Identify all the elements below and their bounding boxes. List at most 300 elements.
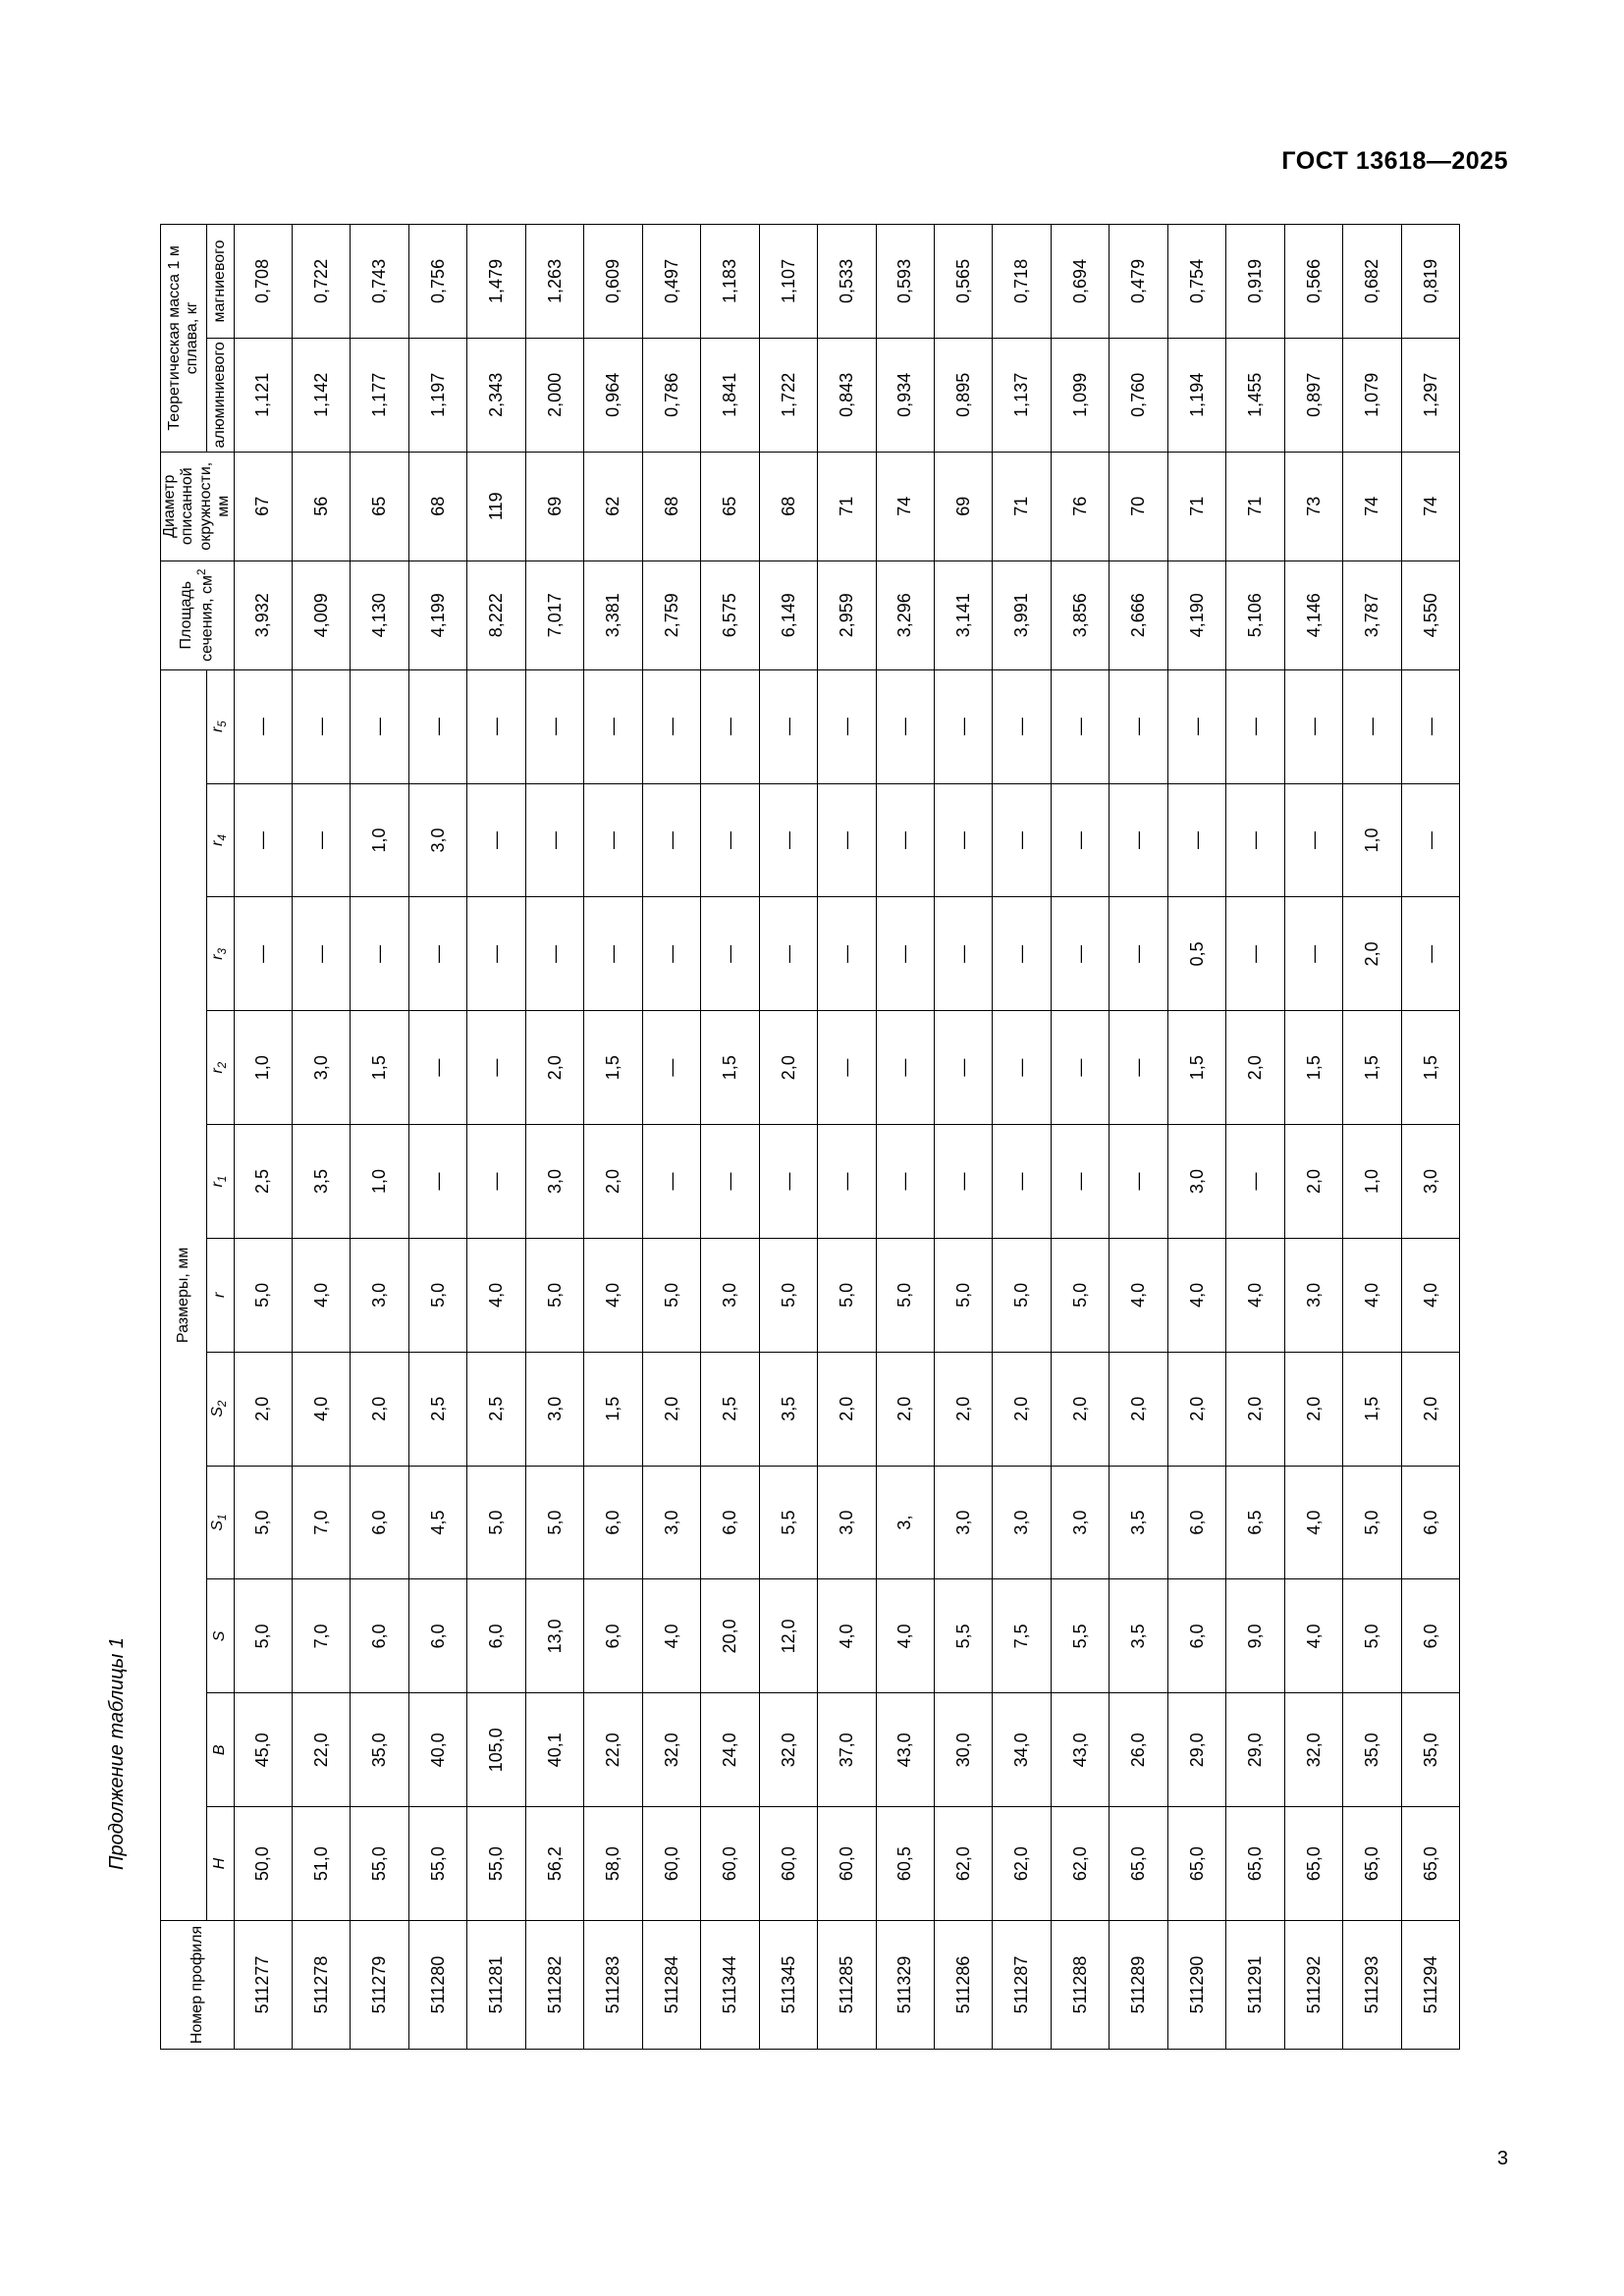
cell-H: 58,0 xyxy=(584,1807,642,1921)
cell-r4: — xyxy=(935,783,993,897)
cell-r5: — xyxy=(876,669,934,783)
cell-S: 6,0 xyxy=(584,1579,642,1693)
cell-mass-magnesium: 0,566 xyxy=(1284,225,1342,339)
cell-mass-magnesium: 0,819 xyxy=(1401,225,1460,339)
cell-r4: — xyxy=(1167,783,1225,897)
cell-diameter: 71 xyxy=(993,452,1051,561)
cell-H: 62,0 xyxy=(935,1807,993,1921)
cell-r: 5,0 xyxy=(234,1238,292,1352)
cell-B: 32,0 xyxy=(1284,1693,1342,1807)
cell-area: 2,959 xyxy=(818,561,876,669)
cell-B: 35,0 xyxy=(351,1693,408,1807)
cell-r2: 2,0 xyxy=(525,1011,583,1125)
cell-r: 5,0 xyxy=(408,1238,466,1352)
cell-S: 6,0 xyxy=(1401,1579,1460,1693)
col-header-B: B xyxy=(206,1693,234,1807)
cell-mass-aluminium: 0,786 xyxy=(642,338,700,452)
cell-r5: — xyxy=(525,669,583,783)
cell-mass-magnesium: 1,263 xyxy=(525,225,583,339)
cell-mass-aluminium: 1,297 xyxy=(1401,338,1460,452)
cell-S2: 2,5 xyxy=(701,1352,759,1466)
cell-r1: — xyxy=(759,1125,817,1239)
cell-r1: — xyxy=(467,1125,525,1239)
cell-diameter: 67 xyxy=(234,452,292,561)
cell-mass-magnesium: 0,497 xyxy=(642,225,700,339)
cell-diameter: 76 xyxy=(1051,452,1109,561)
table-row xyxy=(351,225,408,2050)
cell-area: 4,009 xyxy=(293,561,351,669)
cell-diameter: 70 xyxy=(1110,452,1167,561)
col-header-area xyxy=(161,561,235,669)
cell-area: 3,856 xyxy=(1051,561,1109,669)
cell-S: 4,0 xyxy=(1284,1579,1342,1693)
cell-mass-aluminium: 1,197 xyxy=(408,338,466,452)
cell-r5: — xyxy=(818,669,876,783)
cell-r1: — xyxy=(701,1125,759,1239)
cell-H: 50,0 xyxy=(234,1807,292,1921)
cell-diameter: 68 xyxy=(759,452,817,561)
cell-mass-magnesium: 0,694 xyxy=(1051,225,1109,339)
cell-r4: 1,0 xyxy=(1343,783,1401,897)
cell-H: 62,0 xyxy=(1051,1807,1109,1921)
cell-r3: — xyxy=(1051,897,1109,1011)
cell-r2: — xyxy=(876,1011,934,1125)
cell-S2: 2,0 xyxy=(1226,1352,1284,1466)
cell-profile-number: 511281 xyxy=(467,1921,525,2050)
cell-B: 43,0 xyxy=(876,1693,934,1807)
cell-mass-aluminium: 0,760 xyxy=(1110,338,1167,452)
cell-r3: — xyxy=(584,897,642,1011)
cell-profile-number: 511279 xyxy=(351,1921,408,2050)
cell-S1: 6,0 xyxy=(351,1466,408,1579)
col-header-S1-sub: 1 xyxy=(217,1514,230,1521)
cell-r2: — xyxy=(642,1011,700,1125)
cell-r3: — xyxy=(818,897,876,1011)
col-header-r3 xyxy=(206,897,234,1011)
cell-S2: 2,5 xyxy=(408,1352,466,1466)
cell-r4: — xyxy=(584,783,642,897)
cell-S2: 2,0 xyxy=(234,1352,292,1466)
table-row xyxy=(935,225,993,2050)
col-header-area-sup: 2 xyxy=(195,568,208,575)
cell-profile-number: 511286 xyxy=(935,1921,993,2050)
cell-r2: — xyxy=(1110,1011,1167,1125)
cell-S: 5,5 xyxy=(1051,1579,1109,1693)
cell-B: 45,0 xyxy=(234,1693,292,1807)
cell-r: 3,0 xyxy=(701,1238,759,1352)
cell-profile-number: 511292 xyxy=(1284,1921,1342,2050)
table-row xyxy=(759,225,817,2050)
cell-area: 2,666 xyxy=(1110,561,1167,669)
table-row xyxy=(1343,225,1401,2050)
cell-mass-aluminium: 1,722 xyxy=(759,338,817,452)
cell-r1: — xyxy=(876,1125,934,1239)
cell-r5: — xyxy=(1284,669,1342,783)
cell-r5: — xyxy=(993,669,1051,783)
table-row xyxy=(1167,225,1225,2050)
cell-r3: — xyxy=(408,897,466,1011)
cell-r: 4,0 xyxy=(467,1238,525,1352)
cell-r5: — xyxy=(293,669,351,783)
cell-r4: — xyxy=(993,783,1051,897)
cell-B: 40,1 xyxy=(525,1693,583,1807)
cell-r2: 2,0 xyxy=(1226,1011,1284,1125)
cell-S2: 1,5 xyxy=(1343,1352,1401,1466)
cell-S: 12,0 xyxy=(759,1579,817,1693)
cell-r3: — xyxy=(467,897,525,1011)
cell-diameter: 73 xyxy=(1284,452,1342,561)
cell-S: 4,0 xyxy=(642,1579,700,1693)
cell-r4: — xyxy=(1226,783,1284,897)
table-row xyxy=(1401,225,1460,2050)
cell-diameter: 65 xyxy=(701,452,759,561)
cell-r1: — xyxy=(1226,1125,1284,1239)
cell-S1: 5,0 xyxy=(525,1466,583,1579)
col-header-S2 xyxy=(206,1352,234,1466)
table-row xyxy=(876,225,934,2050)
cell-r4: — xyxy=(525,783,583,897)
cell-area: 2,759 xyxy=(642,561,700,669)
col-header-r3-sub: 3 xyxy=(217,947,230,955)
cell-S2: 2,0 xyxy=(818,1352,876,1466)
cell-H: 60,0 xyxy=(818,1807,876,1921)
table-row xyxy=(408,225,466,2050)
cell-S1: 6,0 xyxy=(1401,1466,1460,1579)
col-header-r2 xyxy=(206,1011,234,1125)
cell-mass-magnesium: 1,479 xyxy=(467,225,525,339)
cell-S: 6,0 xyxy=(467,1579,525,1693)
cell-mass-magnesium: 0,743 xyxy=(351,225,408,339)
cell-mass-magnesium: 0,722 xyxy=(293,225,351,339)
cell-profile-number: 511291 xyxy=(1226,1921,1284,2050)
cell-S1: 5,0 xyxy=(467,1466,525,1579)
cell-r4: — xyxy=(1051,783,1109,897)
table-row xyxy=(642,225,700,2050)
cell-r5: — xyxy=(701,669,759,783)
cell-B: 35,0 xyxy=(1343,1693,1401,1807)
col-header-dimensions-group: Размеры, мм xyxy=(161,669,207,1920)
col-header-profile-number: Номер профиля xyxy=(161,1921,235,2050)
cell-diameter: 62 xyxy=(584,452,642,561)
cell-r5: — xyxy=(1110,669,1167,783)
cell-r: 5,0 xyxy=(759,1238,817,1352)
cell-area: 4,130 xyxy=(351,561,408,669)
cell-mass-magnesium: 0,756 xyxy=(408,225,466,339)
cell-S2: 2,0 xyxy=(876,1352,934,1466)
cell-r2: 1,5 xyxy=(701,1011,759,1125)
cell-B: 22,0 xyxy=(584,1693,642,1807)
cell-diameter: 65 xyxy=(351,452,408,561)
cell-r: 4,0 xyxy=(1401,1238,1460,1352)
cell-H: 65,0 xyxy=(1226,1807,1284,1921)
cell-profile-number: 511278 xyxy=(293,1921,351,2050)
cell-area: 8,222 xyxy=(467,561,525,669)
col-header-mass-aluminium: алюминиевого xyxy=(206,338,234,452)
cell-r5: — xyxy=(935,669,993,783)
cell-r2: — xyxy=(818,1011,876,1125)
cell-S: 4,0 xyxy=(876,1579,934,1693)
cell-r5: — xyxy=(234,669,292,783)
table-row xyxy=(1051,225,1109,2050)
cell-mass-magnesium: 0,565 xyxy=(935,225,993,339)
cell-r3: — xyxy=(351,897,408,1011)
cell-profile-number: 511288 xyxy=(1051,1921,1109,2050)
cell-B: 34,0 xyxy=(993,1693,1051,1807)
cell-H: 60,0 xyxy=(759,1807,817,1921)
cell-S1: 4,0 xyxy=(1284,1466,1342,1579)
cell-r2: — xyxy=(993,1011,1051,1125)
cell-S: 6,0 xyxy=(408,1579,466,1693)
cell-B: 29,0 xyxy=(1226,1693,1284,1807)
col-header-r5-base: r xyxy=(209,726,227,733)
cell-S: 7,0 xyxy=(293,1579,351,1693)
cell-mass-magnesium: 1,107 xyxy=(759,225,817,339)
cell-B: 26,0 xyxy=(1110,1693,1167,1807)
cell-r3: 2,0 xyxy=(1343,897,1401,1011)
cell-profile-number: 511293 xyxy=(1343,1921,1401,2050)
cell-mass-aluminium: 1,121 xyxy=(234,338,292,452)
cell-r3: — xyxy=(876,897,934,1011)
cell-diameter: 68 xyxy=(642,452,700,561)
cell-r4: — xyxy=(1284,783,1342,897)
cell-mass-aluminium: 1,137 xyxy=(993,338,1051,452)
cell-r5: — xyxy=(642,669,700,783)
col-header-mass-magnesium: магниевого xyxy=(206,225,234,339)
cell-area: 3,296 xyxy=(876,561,934,669)
cell-H: 55,0 xyxy=(351,1807,408,1921)
table-row xyxy=(525,225,583,2050)
cell-mass-magnesium: 1,183 xyxy=(701,225,759,339)
cell-diameter: 69 xyxy=(525,452,583,561)
cell-S2: 2,0 xyxy=(1401,1352,1460,1466)
cell-diameter: 71 xyxy=(1226,452,1284,561)
cell-r3: — xyxy=(234,897,292,1011)
cell-r4: — xyxy=(1110,783,1167,897)
cell-mass-magnesium: 0,609 xyxy=(584,225,642,339)
col-header-r1 xyxy=(206,1125,234,1239)
cell-r1: 1,0 xyxy=(351,1125,408,1239)
header-row-1 xyxy=(161,225,207,2050)
col-header-H: H xyxy=(206,1807,234,1921)
cell-r3: — xyxy=(1226,897,1284,1011)
cell-r2: — xyxy=(1051,1011,1109,1125)
cell-area: 3,141 xyxy=(935,561,993,669)
cell-r4: 1,0 xyxy=(351,783,408,897)
cell-mass-magnesium: 0,682 xyxy=(1343,225,1401,339)
profiles-table xyxy=(160,224,1460,2050)
table-row xyxy=(818,225,876,2050)
cell-S1: 6,5 xyxy=(1226,1466,1284,1579)
cell-r4: — xyxy=(818,783,876,897)
cell-area: 3,932 xyxy=(234,561,292,669)
cell-r4: — xyxy=(701,783,759,897)
cell-diameter: 74 xyxy=(876,452,934,561)
cell-profile-number: 511329 xyxy=(876,1921,934,2050)
cell-r5: — xyxy=(1343,669,1401,783)
cell-mass-aluminium: 0,964 xyxy=(584,338,642,452)
cell-r4: — xyxy=(293,783,351,897)
cell-mass-aluminium: 0,934 xyxy=(876,338,934,452)
cell-r2: 1,5 xyxy=(1167,1011,1225,1125)
cell-area: 3,381 xyxy=(584,561,642,669)
cell-S1: 5,5 xyxy=(759,1466,817,1579)
cell-S: 13,0 xyxy=(525,1579,583,1693)
table-row xyxy=(1284,225,1342,2050)
cell-B: 24,0 xyxy=(701,1693,759,1807)
cell-r4: — xyxy=(759,783,817,897)
cell-r1: 1,0 xyxy=(1343,1125,1401,1239)
cell-diameter: 68 xyxy=(408,452,466,561)
cell-mass-aluminium: 1,099 xyxy=(1051,338,1109,452)
cell-r: 4,0 xyxy=(293,1238,351,1352)
cell-mass-magnesium: 0,533 xyxy=(818,225,876,339)
cell-r: 5,0 xyxy=(818,1238,876,1352)
cell-S2: 2,0 xyxy=(1051,1352,1109,1466)
cell-mass-aluminium: 1,079 xyxy=(1343,338,1401,452)
cell-S2: 2,0 xyxy=(993,1352,1051,1466)
cell-diameter: 69 xyxy=(935,452,993,561)
cell-profile-number: 511345 xyxy=(759,1921,817,2050)
cell-mass-aluminium: 0,897 xyxy=(1284,338,1342,452)
cell-H: 65,0 xyxy=(1167,1807,1225,1921)
cell-r3: 0,5 xyxy=(1167,897,1225,1011)
table-row xyxy=(993,225,1051,2050)
cell-S1: 5,0 xyxy=(234,1466,292,1579)
cell-r2: — xyxy=(935,1011,993,1125)
cell-r3: — xyxy=(1401,897,1460,1011)
col-header-mass-group: Теоретическая масса 1 м сплава, кг xyxy=(161,225,207,453)
cell-r5: — xyxy=(759,669,817,783)
cell-mass-aluminium: 1,142 xyxy=(293,338,351,452)
cell-area: 4,190 xyxy=(1167,561,1225,669)
standard-designation: ГОСТ 13618—2025 xyxy=(1281,147,1508,175)
page-number: 3 xyxy=(1496,2148,1508,2169)
cell-mass-aluminium: 1,177 xyxy=(351,338,408,452)
cell-S2: 2,0 xyxy=(1167,1352,1225,1466)
cell-profile-number: 511344 xyxy=(701,1921,759,2050)
cell-mass-aluminium: 2,343 xyxy=(467,338,525,452)
cell-profile-number: 511285 xyxy=(818,1921,876,2050)
cell-r1: 3,0 xyxy=(1167,1125,1225,1239)
cell-B: 37,0 xyxy=(818,1693,876,1807)
cell-r1: 2,0 xyxy=(1284,1125,1342,1239)
cell-mass-aluminium: 0,843 xyxy=(818,338,876,452)
cell-S: 5,0 xyxy=(234,1579,292,1693)
cell-r1: 3,0 xyxy=(525,1125,583,1239)
cell-r5: — xyxy=(584,669,642,783)
cell-area: 4,199 xyxy=(408,561,466,669)
cell-S: 5,5 xyxy=(935,1579,993,1693)
cell-mass-magnesium: 0,593 xyxy=(876,225,934,339)
cell-S2: 2,5 xyxy=(467,1352,525,1466)
cell-S2: 1,5 xyxy=(584,1352,642,1466)
cell-profile-number: 511287 xyxy=(993,1921,1051,2050)
cell-S: 6,0 xyxy=(351,1579,408,1693)
cell-r1: 3,0 xyxy=(1401,1125,1460,1239)
cell-area: 7,017 xyxy=(525,561,583,669)
table-continuation-caption: Продолжение таблицы 1 xyxy=(106,1636,128,1870)
cell-profile-number: 511289 xyxy=(1110,1921,1167,2050)
cell-H: 60,5 xyxy=(876,1807,934,1921)
cell-B: 32,0 xyxy=(759,1693,817,1807)
cell-profile-number: 511277 xyxy=(234,1921,292,2050)
cell-r: 5,0 xyxy=(935,1238,993,1352)
cell-mass-magnesium: 0,479 xyxy=(1110,225,1167,339)
cell-r2: 2,0 xyxy=(759,1011,817,1125)
cell-area: 6,575 xyxy=(701,561,759,669)
cell-r: 4,0 xyxy=(1167,1238,1225,1352)
cell-B: 43,0 xyxy=(1051,1693,1109,1807)
cell-S2: 3,5 xyxy=(759,1352,817,1466)
col-header-S: S xyxy=(206,1579,234,1693)
cell-area: 6,149 xyxy=(759,561,817,669)
cell-S1: 3, xyxy=(876,1466,934,1579)
cell-profile-number: 511280 xyxy=(408,1921,466,2050)
cell-H: 60,0 xyxy=(701,1807,759,1921)
col-header-S1-base: S xyxy=(209,1520,227,1531)
cell-area: 4,550 xyxy=(1401,561,1460,669)
cell-S2: 2,0 xyxy=(351,1352,408,1466)
cell-r2: — xyxy=(408,1011,466,1125)
cell-mass-aluminium: 2,000 xyxy=(525,338,583,452)
cell-H: 60,0 xyxy=(642,1807,700,1921)
cell-S1: 3,0 xyxy=(818,1466,876,1579)
cell-r2: 1,0 xyxy=(234,1011,292,1125)
cell-r3: — xyxy=(759,897,817,1011)
cell-r5: — xyxy=(467,669,525,783)
cell-area: 5,106 xyxy=(1226,561,1284,669)
cell-profile-number: 511282 xyxy=(525,1921,583,2050)
cell-r3: — xyxy=(642,897,700,1011)
cell-S1: 5,0 xyxy=(1343,1466,1401,1579)
cell-S1: 3,0 xyxy=(993,1466,1051,1579)
cell-H: 65,0 xyxy=(1401,1807,1460,1921)
cell-H: 65,0 xyxy=(1110,1807,1167,1921)
col-header-circumscribed-diameter: Диаметр описанной окружности, мм xyxy=(161,452,235,561)
cell-mass-magnesium: 0,708 xyxy=(234,225,292,339)
cell-r3: — xyxy=(701,897,759,1011)
cell-S: 5,0 xyxy=(1343,1579,1401,1693)
cell-S1: 3,0 xyxy=(1051,1466,1109,1579)
cell-S: 4,0 xyxy=(818,1579,876,1693)
profiles-table-container xyxy=(160,224,1446,2050)
cell-mass-aluminium: 1,194 xyxy=(1167,338,1225,452)
cell-area: 3,991 xyxy=(993,561,1051,669)
col-header-r: r xyxy=(206,1238,234,1352)
cell-r5: — xyxy=(351,669,408,783)
cell-r5: — xyxy=(1226,669,1284,783)
cell-H: 62,0 xyxy=(993,1807,1051,1921)
col-header-r2-sub: 2 xyxy=(217,1061,230,1069)
cell-diameter: 71 xyxy=(818,452,876,561)
col-header-S1 xyxy=(206,1466,234,1579)
cell-r2: 1,5 xyxy=(1343,1011,1401,1125)
table-row xyxy=(467,225,525,2050)
cell-r4: — xyxy=(234,783,292,897)
col-header-S2-base: S xyxy=(209,1407,227,1417)
table-body xyxy=(234,225,1460,2050)
table-head xyxy=(161,225,235,2050)
col-header-area-text: Площадь сечения, см xyxy=(178,574,215,662)
cell-r1: — xyxy=(408,1125,466,1239)
cell-r4: 3,0 xyxy=(408,783,466,897)
cell-diameter: 119 xyxy=(467,452,525,561)
cell-r1: — xyxy=(1051,1125,1109,1239)
cell-area: 4,146 xyxy=(1284,561,1342,669)
cell-r3: — xyxy=(1110,897,1167,1011)
cell-profile-number: 511290 xyxy=(1167,1921,1225,2050)
col-header-r2-base: r xyxy=(209,1068,227,1074)
